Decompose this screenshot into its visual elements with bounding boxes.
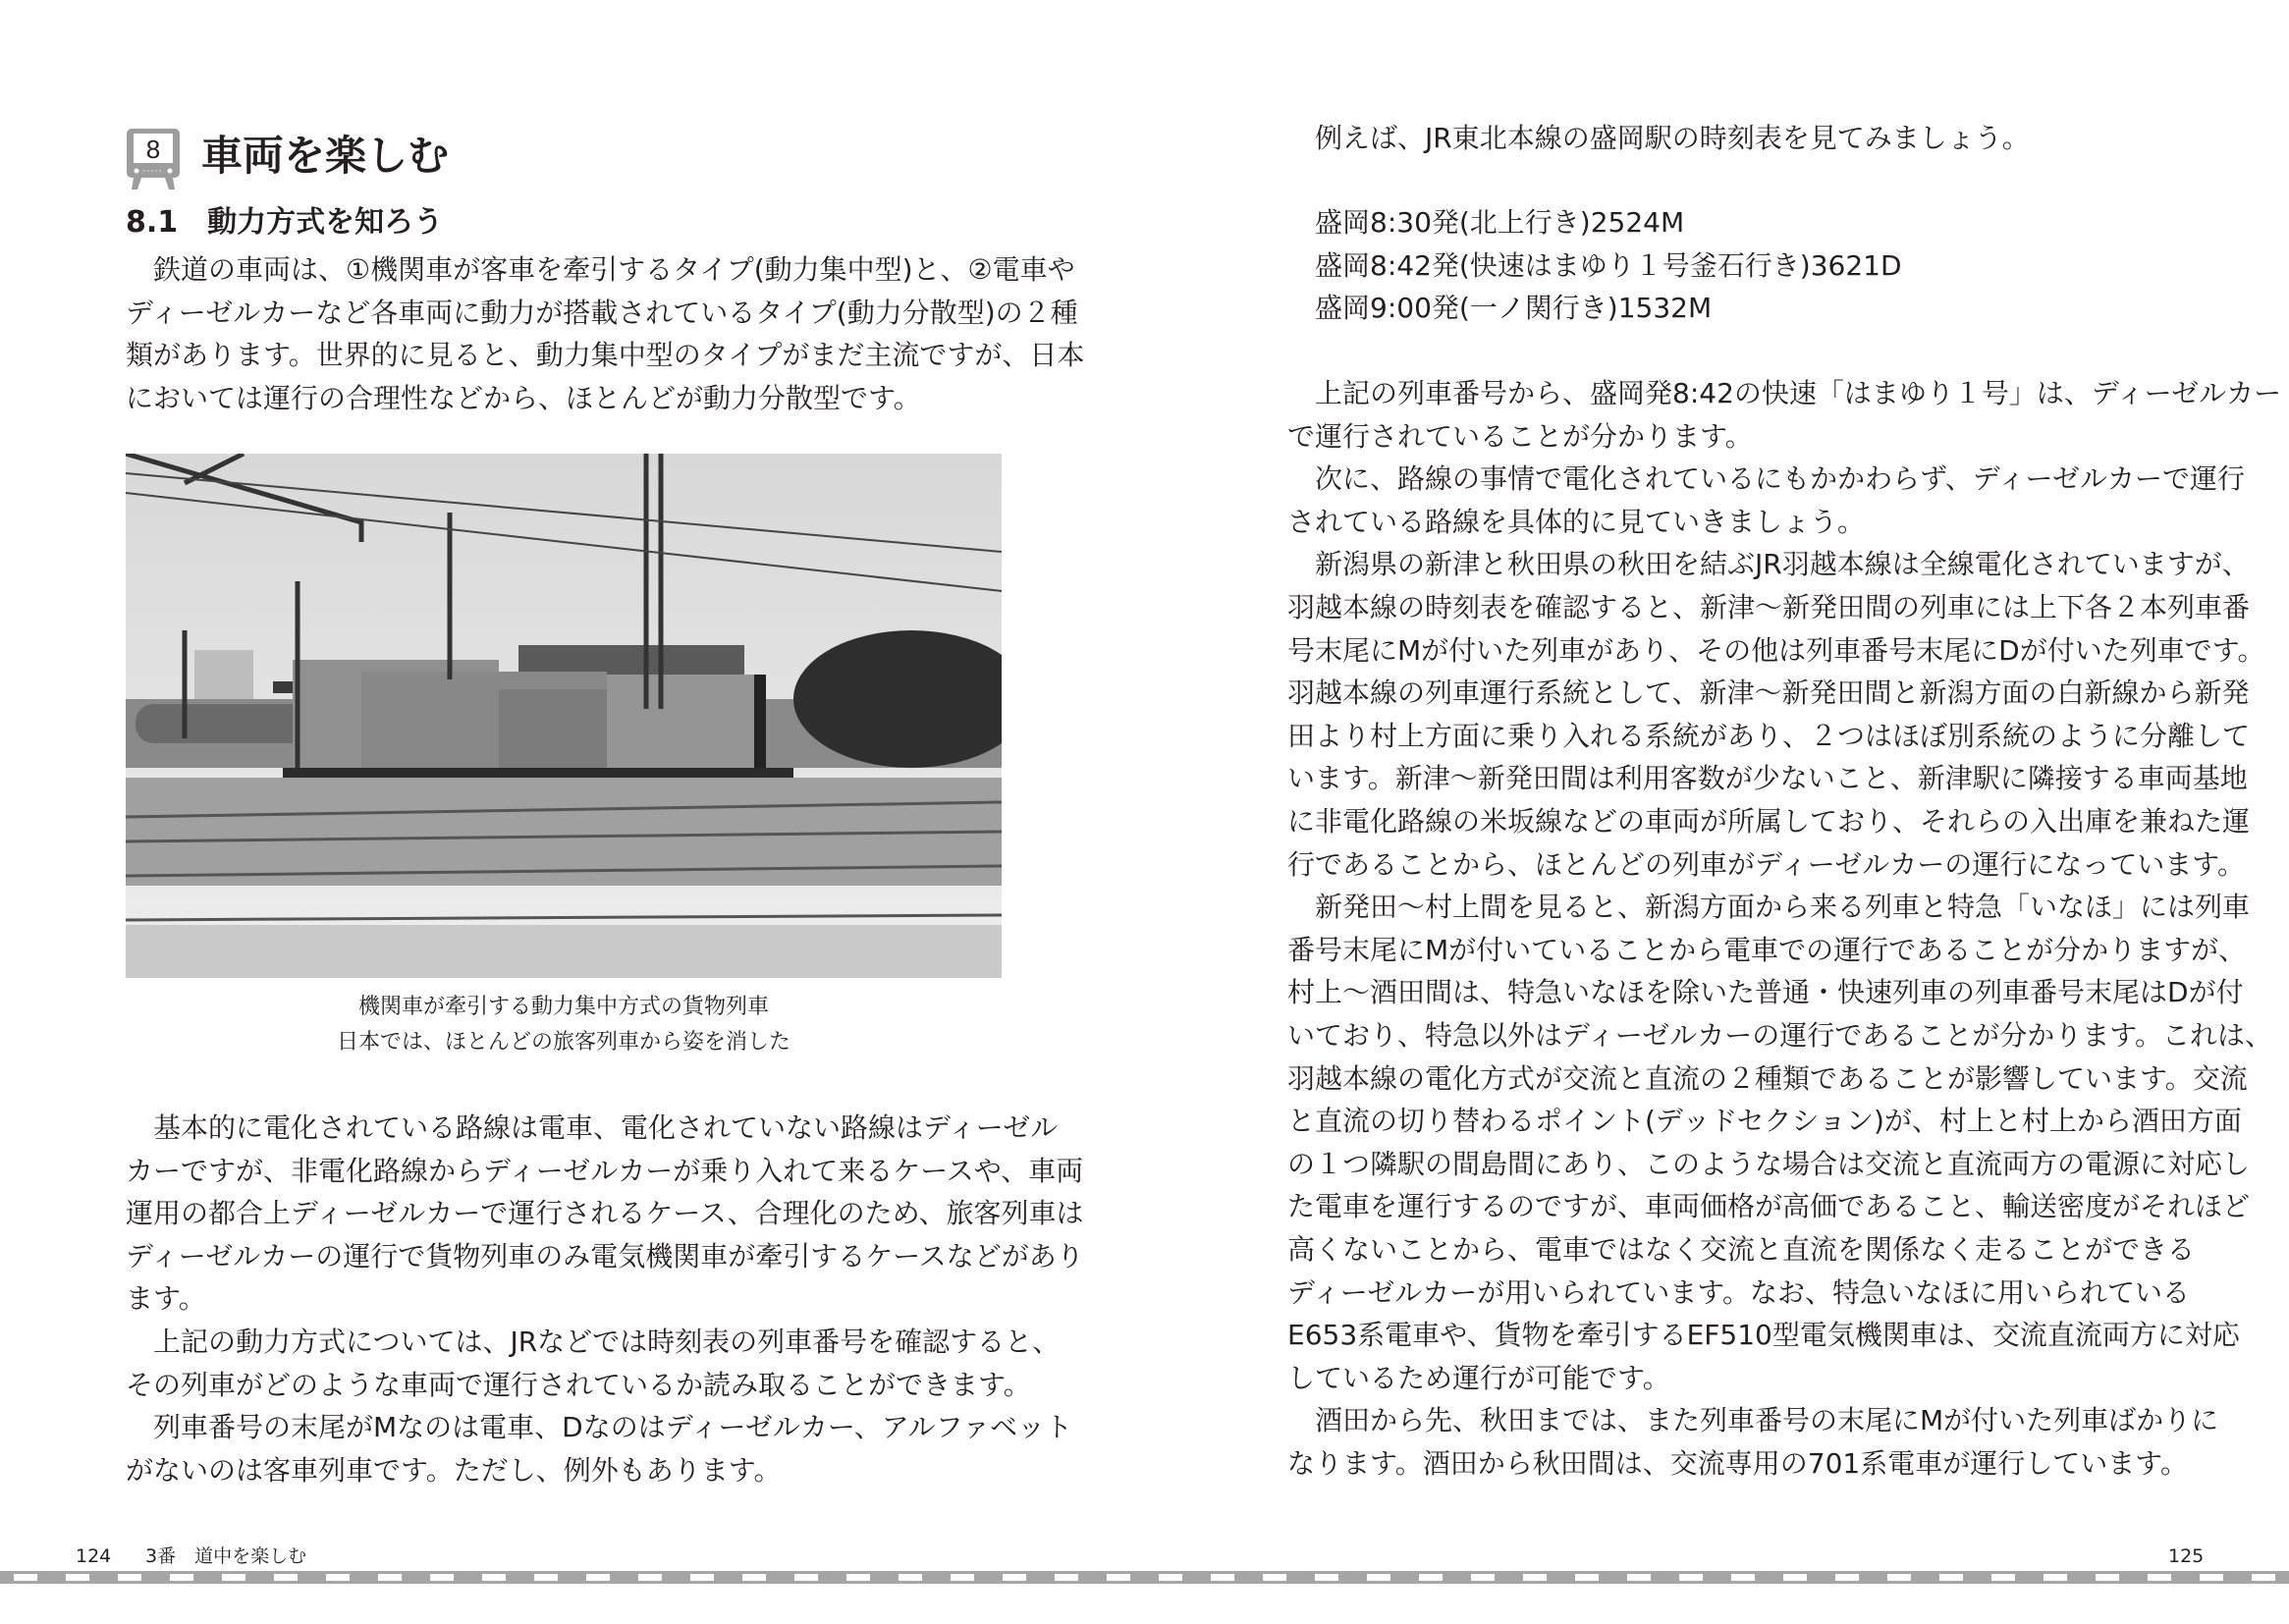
body-text-line: 番号末尾にMが付いていることから電車での運行であることが分かりますが、 <box>1287 933 2247 966</box>
body-text-line: 酒田から先、秋田までは、また列車番号の末尾にMが付いた列車ばかりに <box>1287 1404 2219 1437</box>
body-text-line: なります。酒田から秋田間は、交流専用の701系電車が運行しています。 <box>1287 1447 2188 1480</box>
body-text-line: カーですが、非電化路線からディーゼルカーが乗り入れて来るケースや、車両 <box>126 1154 1084 1187</box>
body-text-line: その列車がどのような車両で運行されているか読み取ることができます。 <box>126 1368 1031 1401</box>
body-text-line: いており、特急以外はディーゼルカーの運行であることが分かります。これは、 <box>1287 1019 2272 1052</box>
chapter-number-icon <box>126 129 181 189</box>
photo-caption-line-2: 日本では、ほとんどの旅客列車から姿を消した <box>336 1030 790 1055</box>
photo-caption-line-1: 機関車が牽引する動力集中方式の貨物列車 <box>357 995 769 1019</box>
body-text-line: 田より村上方面に乗り入れる系統があり、２つはほぼ別系統のように分離して <box>1287 719 2251 752</box>
body-text-line: に非電化路線の米坂線などの車両が所属しており、それらの入出庫を兼ねた運 <box>1287 805 2251 838</box>
body-text-line: 上記の列車番号から、盛岡発8:42の快速「はまゆり１号」は、ディーゼルカー <box>1287 377 2282 409</box>
body-text-line: た電車を運行するのですが、車両価格が高価であること、輸送密度がそれほど <box>1287 1190 2251 1223</box>
timetable-entry: 盛岡8:30発(北上行き)2524M <box>1287 206 1685 239</box>
running-head: 3番 道中を楽しむ <box>145 1545 307 1567</box>
timetable-entry: 盛岡9:00発(一ノ関行き)1532M <box>1287 292 1713 325</box>
body-text-line: 行であることから、ほとんどの列車がディーゼルカーの運行になっています。 <box>1287 847 2245 881</box>
section-number: 8.1 <box>126 205 179 240</box>
body-text-line: 号末尾にMが付いた列車があり、その他は列車番号末尾にDが付いた列車です。 <box>1287 633 2265 667</box>
freight-train-photo <box>126 454 1002 978</box>
body-text-line: ディーゼルカーが用いられています。なお、特急いなほに用いられている <box>1287 1275 2190 1309</box>
body-text-line: 新潟県の新津と秋田県の秋田を結ぶJR羽越本線は全線電化されていますが、 <box>1287 548 2250 581</box>
body-text-line: 類があります。世界的に見ると、動力集中型のタイプがまだ主流ですが、日本 <box>126 339 1085 372</box>
chapter-title: 車両を楽しむ <box>201 132 450 180</box>
body-text-line: ます。 <box>126 1282 206 1316</box>
section-title: 動力方式を知ろう <box>207 205 444 240</box>
page-number-left: 124 <box>76 1545 112 1567</box>
body-text-line: においては運行の合理性などから、ほとんどが動力分散型です。 <box>126 381 921 414</box>
body-text-line: 羽越本線の電化方式が交流と直流の２種類であることが影響しています。交流 <box>1287 1061 2248 1095</box>
body-text-line: ディーゼルカーの運行で貨物列車のみ電気機関車が牽引するケースなどがあり <box>126 1239 1084 1272</box>
body-text-line: と直流の切り替わるポイント(デッドセクション)が、村上と村上から酒田方面 <box>1287 1105 2242 1138</box>
body-text-line: で運行されていることが分かります。 <box>1287 419 1753 453</box>
page-number-right: 125 <box>2168 1545 2205 1567</box>
body-text-line: がないのは客車列車です。ただし、例外もあります。 <box>126 1453 782 1487</box>
body-text-line: されている路線を具体的に見ていきましょう。 <box>1287 505 1866 538</box>
body-text-line: 運用の都合上ディーゼルカーで運行されるケース、合理化のため、旅客列車は <box>126 1197 1084 1230</box>
body-text-line: 列車番号の末尾がMなのは電車、Dなのはディーゼルカー、アルファベット <box>126 1411 1073 1444</box>
body-text-line: 鉄道の車両は、①機関車が客車を牽引するタイプ(動力集中型)と、②電車や <box>126 253 1075 286</box>
body-text-line: 新発田〜村上間を見ると、新潟方面から来る列車と特急「いなほ」には列車 <box>1287 891 2251 924</box>
body-text-line: 例えば、JR東北本線の盛岡駅の時刻表を見てみましょう。 <box>1287 122 2030 154</box>
chapter-number: 8 <box>145 135 161 164</box>
body-text-line: 羽越本線の列車運行系統として、新津〜新発田間と新潟方面の白新線から新発 <box>1287 677 2250 710</box>
body-text-line: 基本的に電化されている路線は電車、電化されていない路線はディーゼル <box>126 1111 1059 1144</box>
body-text-line: 次に、路線の事情で電化されているにもかかわらず、ディーゼルカーで運行 <box>1287 462 2245 496</box>
body-text-line: の１つ隣駅の間島間にあり、このような場合は交流と直流両方の電源に対応し <box>1287 1147 2251 1180</box>
body-text-line: 上記の動力方式については、JRなどでは時刻表の列車番号を確認すると、 <box>126 1326 1061 1358</box>
body-text-line: 村上〜酒田間は、特急いなほを除いた普通・快速列車の列車番号末尾はDが付 <box>1287 976 2244 1009</box>
rail-track-strip <box>0 1571 2289 1584</box>
body-text-line: 高くないことから、電車ではなく交流と直流を関係なく走ることができる <box>1287 1233 2196 1266</box>
section-heading <box>126 204 443 242</box>
body-text-line: 羽越本線の時刻表を確認すると、新津〜新発田間の列車には上下各２本列車番 <box>1287 591 2251 623</box>
body-text-line: ディーゼルカーなど各車両に動力が搭載されているタイプ(動力分散型)の２種 <box>126 296 1078 329</box>
body-text-line: E653系電車や、貨物を牽引するEF510型電気機関車は、交流直流両方に対応 <box>1287 1319 2240 1352</box>
body-text-line: います。新津〜新発田間は利用客数が少ないこと、新津駅に隣接する車両基地 <box>1287 762 2248 795</box>
body-text-line: しているため運行が可能です。 <box>1287 1361 1670 1394</box>
timetable-entry: 盛岡8:42発(快速はまゆり１号釜石行き)3621D <box>1287 248 1902 282</box>
